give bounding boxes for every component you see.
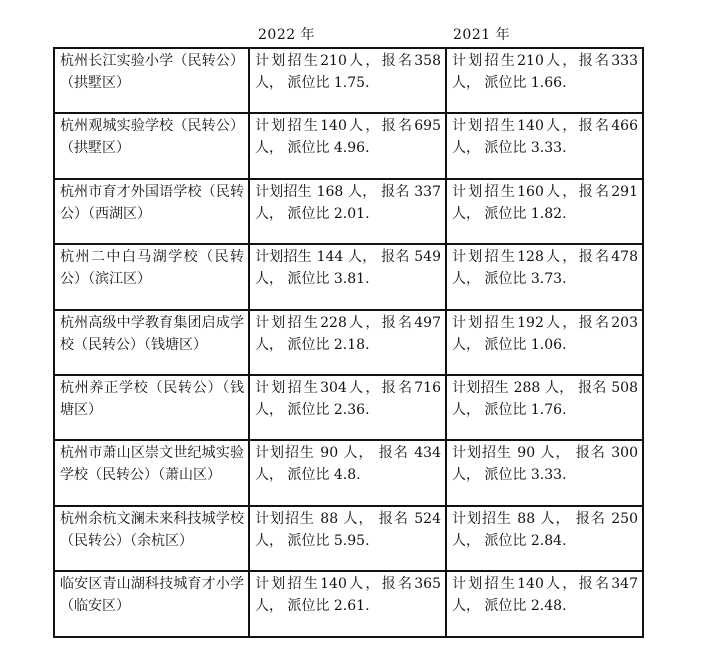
stats-2022-cell: 计划招生210人，报名358人， 派位比 1.75. [249, 48, 446, 113]
year-2021-header: 2021 年 [453, 27, 511, 43]
table-row [54, 571, 643, 636]
school-cell: 杭州二中白马湖学校（民转公）（滨江区） [54, 244, 249, 309]
stats-2021-cell: 计划招生140人，报名466人， 派位比 3.33. [446, 113, 643, 178]
stats-2022-cell: 计划招生304人，报名716人， 派位比 2.36. [249, 375, 446, 440]
school-cell: 杭州余杭文澜未来科技城学校（民转公）（余杭区） [54, 506, 249, 571]
stats-2022-cell: 计划招生 90 人， 报名 434 人， 派位比 4.8. [249, 440, 446, 505]
stats-2021-cell: 计划招生128人，报名478人， 派位比 3.73. [446, 244, 643, 309]
table-row [54, 48, 643, 113]
admission-table [53, 47, 644, 638]
year-2022-header: 2022 年 [258, 27, 316, 43]
school-cell: 杭州市育才外国语学校（民转公）（西湖区） [54, 179, 249, 244]
school-cell: 杭州长江实验小学（民转公）（拱墅区） [54, 48, 249, 113]
stats-2021-cell: 计划招生192人，报名203人， 派位比 1.06. [446, 310, 643, 375]
stats-2022-cell: 计划招生 88 人， 报名 524 人， 派位比 5.95. [249, 506, 446, 571]
stats-2022-cell: 计划招生 168 人， 报名 337 人， 派位比 2.01. [249, 179, 446, 244]
stats-2022-cell: 计划招生140人，报名365人， 派位比 2.61. [249, 571, 446, 636]
school-cell: 临安区青山湖科技城育才小学（临安区） [54, 571, 249, 636]
table-row [54, 440, 643, 505]
stats-2021-cell: 计划招生 88 人， 报名 250 人， 派位比 2.84. [446, 506, 643, 571]
table-row [54, 113, 643, 178]
table-row [54, 179, 643, 244]
stats-2021-cell: 计划招生160人，报名291人， 派位比 1.82. [446, 179, 643, 244]
stats-2022-cell: 计划招生 144 人， 报名 549 人， 派位比 3.81. [249, 244, 446, 309]
school-cell: 杭州市萧山区崇文世纪城实验学校（民转公）（萧山区） [54, 440, 249, 505]
school-cell: 杭州高级中学教育集团启成学校（民转公）（钱塘区） [54, 310, 249, 375]
table-row [54, 244, 643, 309]
school-cell: 杭州养正学校（民转公）（钱塘区） [54, 375, 249, 440]
school-cell: 杭州观城实验学校（民转公）（拱墅区） [54, 113, 249, 178]
stats-2021-cell: 计划招生 90 人， 报名 300 人， 派位比 3.33. [446, 440, 643, 505]
stats-2021-cell: 计划招生210人，报名333人， 派位比 1.66. [446, 48, 643, 113]
stats-2022-cell: 计划招生228人，报名497人， 派位比 2.18. [249, 310, 446, 375]
table-row [54, 506, 643, 571]
table-row [54, 310, 643, 375]
stats-2021-cell: 计划招生140人，报名347人， 派位比 2.48. [446, 571, 643, 636]
stats-2022-cell: 计划招生140人，报名695人， 派位比 4.96. [249, 113, 446, 178]
stats-2021-cell: 计划招生 288 人， 报名 508 人， 派位比 1.76. [446, 375, 643, 440]
table-row [54, 375, 643, 440]
